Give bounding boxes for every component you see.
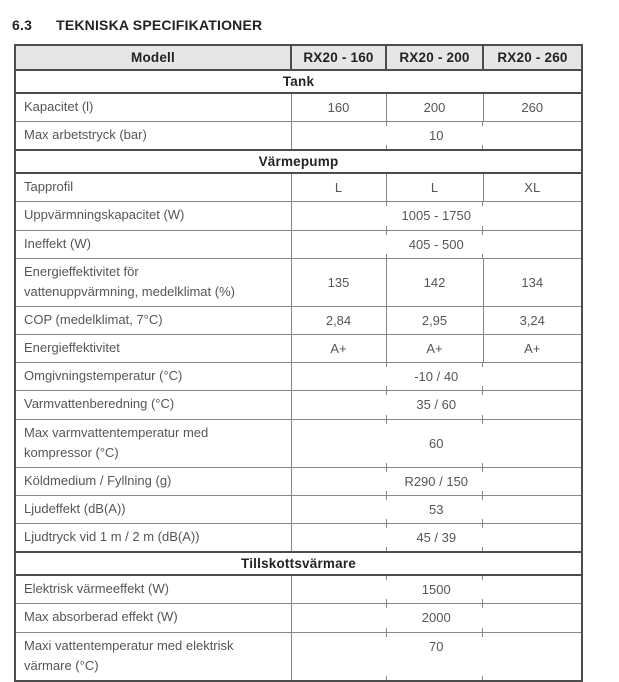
section-number: 6.3 xyxy=(12,17,33,33)
table-row-elektrisk-varmeeffekt xyxy=(15,575,582,604)
specifications-table xyxy=(14,44,583,682)
table-row-omgivningstemperatur xyxy=(15,363,582,391)
row-label: Uppvärmningskapacitet (W) xyxy=(15,202,291,230)
row-label-line-2: kompressor (°C) xyxy=(24,444,119,460)
row-value-merged: 405 - 500 xyxy=(291,230,582,258)
column-header-rx20-160: RX20 - 160 xyxy=(291,45,386,70)
row-value: A+ xyxy=(386,335,483,363)
row-label: Max arbetstryck (bar) xyxy=(15,122,291,151)
row-value-merged: 70 xyxy=(291,632,582,681)
row-label-line-2: vattenuppvärmning, medelklimat (%) xyxy=(24,283,235,299)
row-value-merged: 45 / 39 xyxy=(291,524,582,553)
section-row-tank xyxy=(15,70,582,93)
row-value: 2,84 xyxy=(291,306,386,334)
row-value: L xyxy=(291,173,386,202)
row-label: COP (medelklimat, 7°C) xyxy=(15,306,291,334)
column-header-modell: Modell xyxy=(15,45,291,70)
section-row-varmepump xyxy=(15,150,582,173)
section-title-tillskottsvarmare: Tillskottsvärmare xyxy=(15,552,582,575)
section-title-text: TEKNISKA SPECIFIKATIONER xyxy=(56,17,263,33)
table-row-ljudeffekt xyxy=(15,495,582,523)
row-label: Kapacitet (l) xyxy=(15,93,291,122)
page-title xyxy=(12,17,262,33)
row-value: L xyxy=(386,173,483,202)
table-row-ineffekt xyxy=(15,230,582,258)
row-value: A+ xyxy=(483,335,582,363)
table-row-max-absorberad-effekt xyxy=(15,604,582,632)
section-row-tillskottsvarmare xyxy=(15,552,582,575)
section-title-varmepump: Värmepump xyxy=(15,150,582,173)
row-value-merged: R290 / 150 xyxy=(291,467,582,495)
row-label xyxy=(15,632,291,681)
row-value-merged: 60 xyxy=(291,419,582,467)
row-value: 3,24 xyxy=(483,306,582,334)
table-row-koldmedium xyxy=(15,467,582,495)
row-label: Omgivningstemperatur (°C) xyxy=(15,363,291,391)
table-row-cop xyxy=(15,306,582,334)
row-value: 200 xyxy=(386,93,483,122)
column-header-rx20-200: RX20 - 200 xyxy=(386,45,483,70)
row-value: 142 xyxy=(386,258,483,306)
section-title-tank: Tank xyxy=(15,70,582,93)
row-value-merged: 35 / 60 xyxy=(291,391,582,419)
row-label-line-2: värmare (°C) xyxy=(24,657,99,673)
table-row-energieffektivitet xyxy=(15,335,582,363)
row-label-line-1: Energieffektivitet för xyxy=(24,263,139,279)
table-row-tapprofil xyxy=(15,173,582,202)
row-value: 260 xyxy=(483,93,582,122)
row-value-merged: 2000 xyxy=(291,604,582,632)
row-value: 135 xyxy=(291,258,386,306)
row-value: 134 xyxy=(483,258,582,306)
row-label: Energieffektivitet xyxy=(15,335,291,363)
column-header-rx20-260: RX20 - 260 xyxy=(483,45,582,70)
row-value: 160 xyxy=(291,93,386,122)
row-label: Varmvattenberedning (°C) xyxy=(15,391,291,419)
row-label: Köldmedium / Fyllning (g) xyxy=(15,467,291,495)
row-value-merged: 53 xyxy=(291,495,582,523)
row-value: XL xyxy=(483,173,582,202)
row-value-merged: 10 xyxy=(291,122,582,151)
table-header-row xyxy=(15,45,582,70)
table-row-maxi-vattentemperatur xyxy=(15,632,582,681)
row-value-merged: -10 / 40 xyxy=(291,363,582,391)
row-label-line-1: Maxi vattentemperatur med elektrisk xyxy=(24,637,234,653)
row-value-merged: 1005 - 1750 xyxy=(291,202,582,230)
row-label-line-1: Max varmvattentemperatur med xyxy=(24,424,209,440)
row-value-merged: 1500 xyxy=(291,575,582,604)
row-label: Max absorberad effekt (W) xyxy=(15,604,291,632)
row-value: A+ xyxy=(291,335,386,363)
table-row-uppvarmningskapacitet xyxy=(15,202,582,230)
table-row-max-varmvattentemperatur xyxy=(15,419,582,467)
table-row-kapacitet xyxy=(15,93,582,122)
table-row-max-arbetstryck xyxy=(15,122,582,151)
row-label: Tapprofil xyxy=(15,173,291,202)
row-label xyxy=(15,258,291,306)
row-label: Elektrisk värmeeffekt (W) xyxy=(15,575,291,604)
table-row-energieffektivitet-vatten xyxy=(15,258,582,306)
row-value: 2,95 xyxy=(386,306,483,334)
row-label xyxy=(15,419,291,467)
row-label: Ljudtryck vid 1 m / 2 m (dB(A)) xyxy=(15,524,291,553)
table-row-varmvattenberedning xyxy=(15,391,582,419)
row-label: Ljudeffekt (dB(A)) xyxy=(15,495,291,523)
table-row-ljudtryck xyxy=(15,524,582,553)
row-label: Ineffekt (W) xyxy=(15,230,291,258)
